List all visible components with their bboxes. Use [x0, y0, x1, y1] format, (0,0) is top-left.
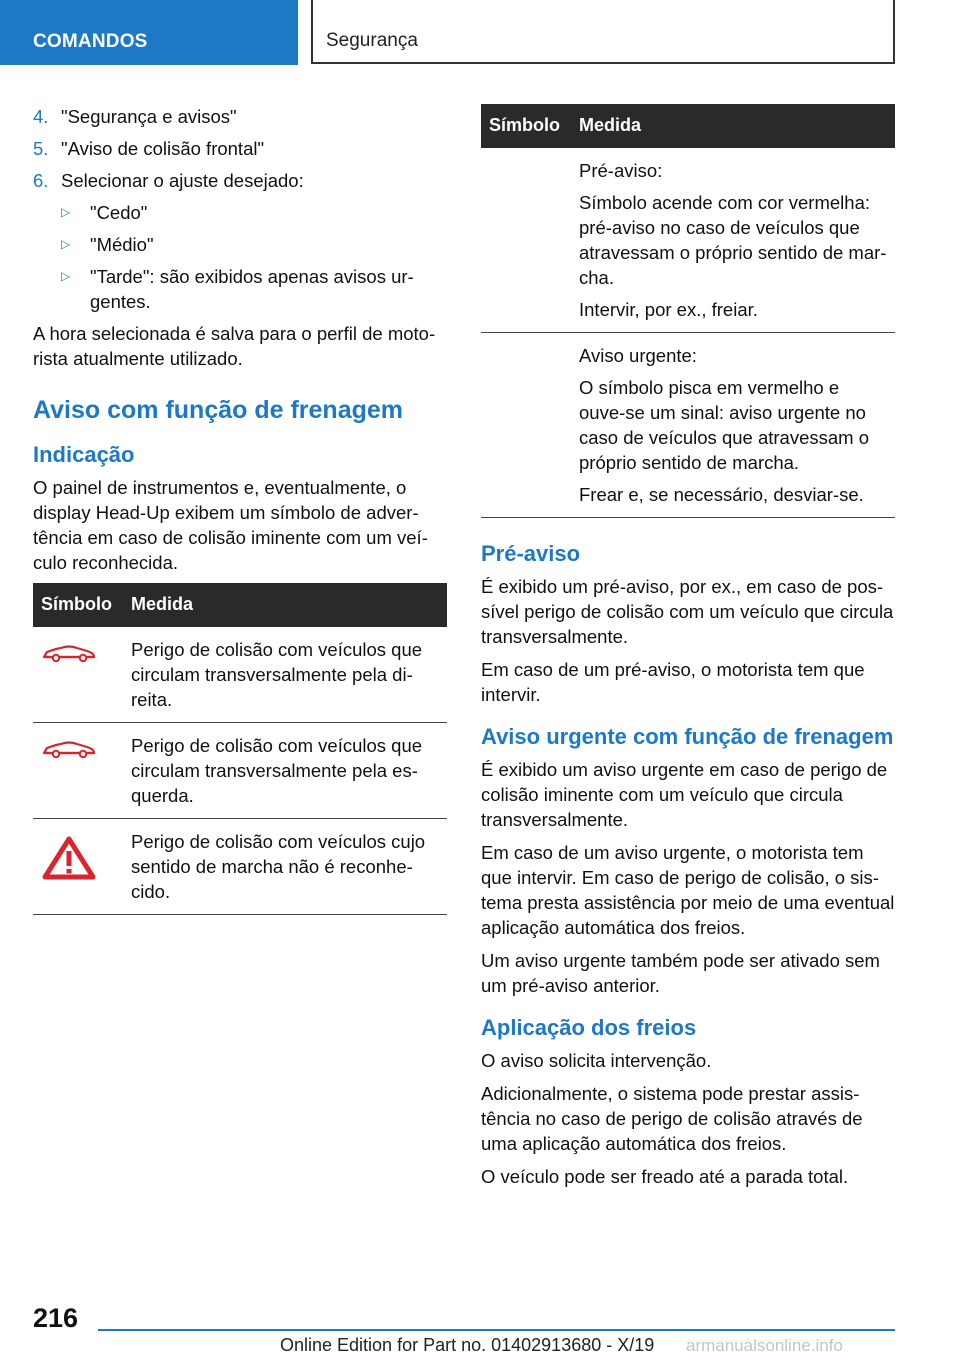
chapter-tab: Segurança — [311, 0, 895, 64]
paragraph: Em caso de um aviso urgente, o motorista tem que intervir. Em caso de perigo de colisão, o sistema presta assistência por meio de uma eventual aplicação automática dos freios. — [481, 842, 895, 938]
triangle-bullet-icon: ▷ — [61, 269, 71, 283]
table-row — [33, 819, 447, 915]
step-number: 6. — [33, 170, 49, 191]
watermark: armanualsonline.info — [686, 1336, 843, 1355]
warning-table — [481, 104, 895, 518]
paragraph: É exibido um aviso urgente em caso de perigo de colisão iminente com um veículo que circula transversalmente. — [481, 759, 888, 830]
paragraph: É exibido um pré-aviso, por ex., em caso de possível perigo de colisão com um veículo que circula transversalmente. — [481, 576, 894, 647]
right-column — [481, 104, 895, 1197]
option-text: "Tarde": são exibidos apenas avisos urgentes. — [90, 266, 414, 312]
list-item — [33, 168, 447, 193]
step-text: Selecionar o ajuste desejado: — [61, 170, 304, 191]
paragraph: O aviso solicita intervenção. — [481, 1050, 712, 1071]
options-list — [61, 200, 447, 314]
step-text: "Segurança e avisos" — [61, 106, 237, 127]
page-header — [0, 0, 960, 66]
footer-divider — [98, 1329, 895, 1331]
column-header-symbol: Símbolo — [33, 583, 123, 627]
list-item — [33, 104, 447, 129]
symbol-cell — [33, 723, 123, 819]
table-row — [33, 723, 447, 819]
measure-cell: Perigo de colisão com veículos cujo sentido de marcha não é reconhecido. — [123, 819, 447, 915]
warning-triangle-icon — [41, 835, 97, 881]
symbol-table — [33, 583, 447, 915]
triangle-bullet-icon: ▷ — [61, 237, 71, 251]
symbol-cell — [33, 819, 123, 915]
measure-cell — [571, 333, 895, 518]
list-item — [61, 200, 447, 225]
measure-line: O símbolo pisca em vermelho e ouve-se um sinal: aviso urgente no caso de veículos que atravessam o próprio sentido de marcha. — [579, 377, 869, 473]
measure-cell — [571, 148, 895, 333]
step-number: 4. — [33, 106, 49, 127]
paragraph: Um aviso urgente também pode ser ativado sem um pré-aviso anterior. — [481, 950, 880, 996]
symbol-cell — [481, 148, 571, 333]
option-text: "Cedo" — [90, 202, 148, 223]
list-item — [33, 136, 447, 161]
list-item — [61, 232, 447, 257]
subsection-heading: Aplicação dos freios — [481, 1015, 697, 1040]
symbol-cell — [481, 333, 571, 518]
table-header-row — [481, 104, 895, 148]
column-header-measure: Medida — [571, 104, 895, 148]
measure-line: Símbolo acende com cor vermelha: pré-aviso no caso de veículos que atravessam o próprio sentido de marcha. — [579, 192, 887, 288]
measure-line: Intervir, por ex., freiar. — [579, 299, 758, 320]
section-tab: COMANDOS — [0, 0, 298, 65]
triangle-bullet-icon: ▷ — [61, 205, 71, 219]
car-warning-icon — [41, 643, 97, 663]
paragraph: O veículo pode ser freado até a parada total. — [481, 1166, 849, 1187]
subsection-heading: Aviso urgente com função de frenagem — [481, 724, 894, 749]
list-item — [61, 264, 447, 314]
paragraph: Em caso de um pré-aviso, o motorista tem que intervir. — [481, 659, 865, 705]
step-number: 5. — [33, 138, 49, 159]
indicacao-paragraph: O painel de instrumentos e, eventualmente, o display Head-Up exibem um símbolo de advertência em caso de colisão iminente com um veículo reconhecida. — [33, 477, 428, 573]
measure-cell: Perigo de colisão com veículos que circulam transversalmente pela esquerda. — [123, 723, 447, 819]
table-header-row — [33, 583, 447, 627]
car-warning-icon — [41, 739, 97, 759]
left-column — [33, 104, 447, 937]
column-header-measure: Medida — [123, 583, 447, 627]
setting-note: A hora selecionada é salva para o perfil de motorista atualmente utilizado. — [33, 323, 436, 369]
measure-line: Frear e, se necessário, desviar-se. — [579, 484, 864, 505]
symbol-cell — [33, 627, 123, 723]
option-text: "Médio" — [90, 234, 154, 255]
column-header-symbol: Símbolo — [481, 104, 571, 148]
paragraph: Adicionalmente, o sistema pode prestar assistência no caso de perigo de colisão através de uma aplicação automática dos freios. — [481, 1083, 863, 1154]
step-text: "Aviso de colisão frontal" — [61, 138, 265, 159]
subsection-heading: Indicação — [33, 442, 135, 467]
section-heading: Aviso com função de frenagem — [33, 396, 403, 424]
subsection-heading: Pré-aviso — [481, 541, 581, 566]
table-row — [481, 148, 895, 333]
measure-line: Aviso urgente: — [579, 345, 697, 366]
table-row — [33, 627, 447, 723]
measure-line: Pré-aviso: — [579, 160, 663, 181]
table-row — [481, 333, 895, 518]
measure-cell: Perigo de colisão com veículos que circulam transversalmente pela direita. — [123, 627, 447, 723]
page-number: 216 — [33, 1303, 79, 1333]
edition-note: Online Edition for Part no. 01402913680 - X/19 — [280, 1335, 655, 1355]
steps-list — [33, 104, 447, 193]
